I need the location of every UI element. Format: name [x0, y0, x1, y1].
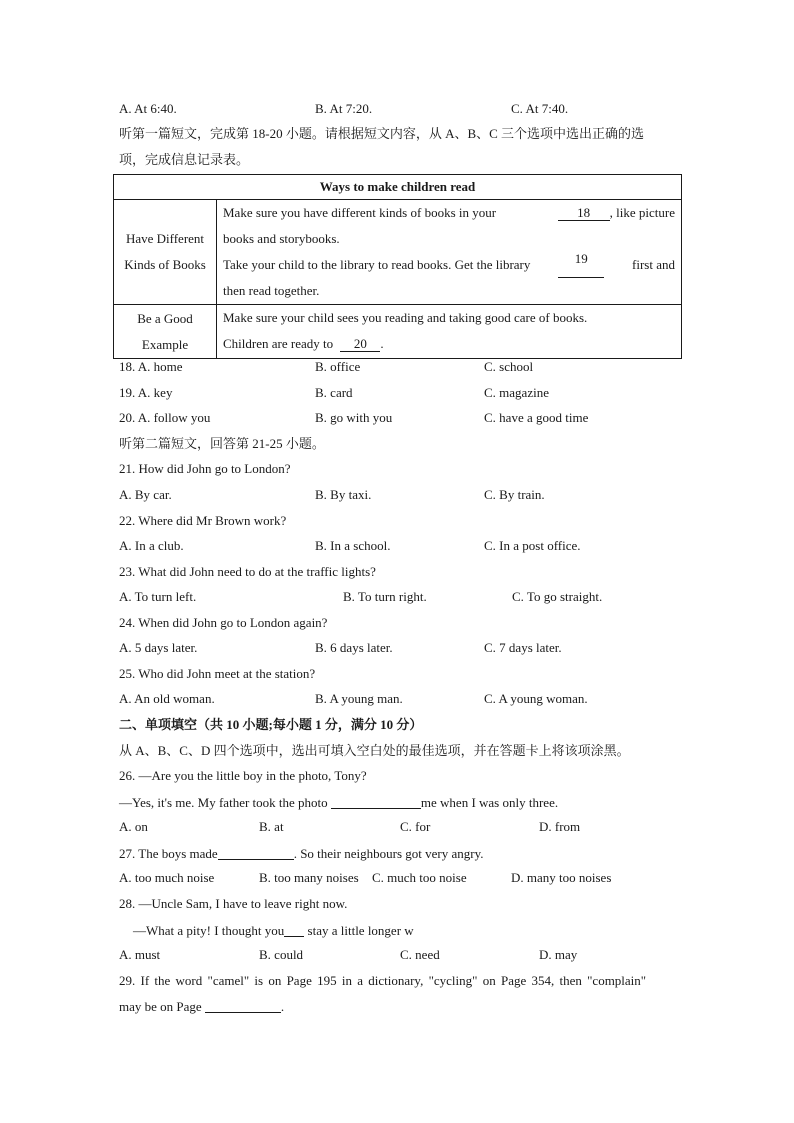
passage2-instruction: 听第二篇短文，回答第 21-25 小题。: [119, 436, 325, 451]
q27-stem: [119, 845, 483, 862]
blank-20[interactable]: 20: [340, 337, 380, 352]
q24-option-a[interactable]: A. 5 days later.: [119, 640, 198, 655]
q21-stem: 21. How did John go to London?: [119, 461, 291, 476]
row2-label-line1: Be a Good: [137, 311, 193, 326]
q27-option-c[interactable]: C. much too noise: [372, 870, 467, 885]
q27-stem-text-a: 27. The boys made: [119, 846, 218, 861]
row1-line3: [223, 252, 675, 278]
q17-option-c[interactable]: C. At 7:40.: [511, 101, 569, 116]
q28-option-a[interactable]: A. must: [119, 947, 161, 962]
q26-option-d[interactable]: D. from: [539, 819, 581, 834]
q28-stem: 28. —Uncle Sam, I have to leave right now.: [119, 896, 348, 911]
passage1-instruction-line1: 听第一篇短文，完成第 18-20 小题。请根据短文内容，从 A、B、C 三个选项中选出正确的选: [119, 126, 645, 141]
q21-option-c[interactable]: C. By train.: [484, 487, 545, 502]
q27-option-a[interactable]: A. too much noise: [119, 870, 215, 885]
row1-line4: then read together.: [223, 283, 320, 298]
q20-option-c[interactable]: C. have a good time: [484, 410, 589, 425]
row2-label: [114, 305, 217, 359]
q25-option-a[interactable]: A. An old woman.: [119, 691, 215, 706]
table-title: Ways to make children read: [114, 175, 682, 200]
q29-line2: [119, 998, 284, 1015]
q29-blank[interactable]: [205, 998, 281, 1013]
q28-option-b[interactable]: B. could: [259, 947, 304, 962]
blank-19[interactable]: 19: [558, 252, 604, 278]
q17-option-b[interactable]: B. At 7:20.: [315, 101, 373, 116]
passage1-instruction-line2: 项，完成信息记录表。: [119, 152, 250, 167]
q22-option-a[interactable]: A. In a club.: [119, 538, 184, 553]
q29-period: .: [280, 999, 285, 1014]
q22-option-c[interactable]: C. In a post office.: [484, 538, 581, 553]
row2-content: [217, 305, 682, 359]
q20-option-b[interactable]: B. go with you: [315, 410, 393, 425]
q23-option-a[interactable]: A. To turn left.: [119, 589, 197, 604]
q26-option-c[interactable]: C. for: [400, 819, 431, 834]
q28-option-d[interactable]: D. may: [539, 947, 578, 962]
row1-label-line2: Kinds of Books: [124, 257, 206, 272]
q28-blank[interactable]: [284, 922, 304, 937]
q25-option-c[interactable]: C. A young woman.: [484, 691, 588, 706]
q26-blank[interactable]: [331, 794, 421, 809]
row1-text-1b: , like picture: [609, 205, 675, 220]
row2-text-2a: Children are ready to: [223, 336, 334, 351]
q19-option-c[interactable]: C. magazine: [484, 385, 549, 400]
q18-option-a[interactable]: 18. A. home: [119, 359, 183, 374]
q27-option-d[interactable]: D. many too noises: [511, 870, 612, 885]
q23-stem: 23. What did John need to do at the traffic lights?: [119, 564, 376, 579]
row1-content: [217, 200, 682, 305]
q24-stem: 24. When did John go to London again?: [119, 615, 328, 630]
q27-option-b[interactable]: B. too many noises: [259, 870, 359, 885]
row1-text-1a: Make sure you have different kinds of books in your: [223, 205, 497, 220]
q24-option-b[interactable]: B. 6 days later.: [315, 640, 393, 655]
q18-option-c[interactable]: C. school: [484, 359, 534, 374]
q23-option-b[interactable]: B. To turn right.: [343, 589, 427, 604]
q18-option-b[interactable]: B. office: [315, 359, 361, 374]
q22-stem: 22. Where did Mr Brown work?: [119, 513, 287, 528]
q19-option-b[interactable]: B. card: [315, 385, 353, 400]
q28-line2-text-a: —What a pity! I thought you: [133, 923, 285, 938]
q22-option-b[interactable]: B. In a school.: [315, 538, 391, 553]
info-record-table: [113, 174, 682, 359]
q26-line2-text-a: —Yes, it's me. My father took the photo: [119, 795, 328, 810]
q17-option-a[interactable]: A. At 6:40.: [119, 101, 177, 116]
row2-line2: [223, 331, 675, 357]
q23-option-c[interactable]: C. To go straight.: [512, 589, 603, 604]
row1-text-3b: first and: [632, 257, 675, 272]
row2-label-line2: Example: [141, 337, 189, 352]
section2-heading: 二、单项填空（共 10 小题;每小题 1 分，满分 10 分）: [119, 717, 423, 732]
q24-option-c[interactable]: C. 7 days later.: [484, 640, 562, 655]
q28-option-c[interactable]: C. need: [400, 947, 440, 962]
q28-line2: [133, 922, 414, 939]
q21-option-b[interactable]: B. By taxi.: [315, 487, 372, 502]
blank-18[interactable]: 18: [558, 206, 610, 221]
section2-instruction: 从 A、B、C、D 四个选项中，选出可填入空白处的最佳选项，并在答题卡上将该项涂黑。: [119, 743, 630, 758]
q26-line2-text-b: me when I was only three.: [420, 795, 559, 810]
q29-line1: 29. If the word "camel" is on Page 195 in a dictionary, "cycling" on Page 354, then "complain": [119, 973, 647, 988]
row1-line2: books and storybooks.: [223, 231, 340, 246]
q27-blank[interactable]: [218, 845, 294, 860]
q25-stem: 25. Who did John meet at the station?: [119, 666, 316, 681]
row1-text-3a: Take your child to the library to read books. Get the library: [223, 257, 531, 272]
q28-line2-text-b: stay a little longer w: [307, 923, 414, 938]
q25-option-b[interactable]: B. A young man.: [315, 691, 403, 706]
q26-stem: 26. —Are you the little boy in the photo, Tony?: [119, 768, 367, 783]
q20-option-a[interactable]: 20. A. follow you: [119, 410, 211, 425]
row1-label-line1: Have Different: [125, 231, 205, 246]
row2-text-2b: .: [380, 336, 384, 351]
q19-option-a[interactable]: 19. A. key: [119, 385, 173, 400]
q29-line2-text: may be on Page: [119, 999, 202, 1014]
q21-option-a[interactable]: A. By car.: [119, 487, 172, 502]
q26-option-b[interactable]: B. at: [259, 819, 284, 834]
q26-line2: [119, 794, 558, 811]
q26-option-a[interactable]: A. on: [119, 819, 148, 834]
row1-line1: [223, 200, 675, 226]
q27-stem-text-b: . So their neighbours got very angry.: [293, 846, 484, 861]
row1-label: [114, 200, 217, 305]
row2-line1: Make sure your child sees you reading and taking good care of books.: [223, 310, 588, 325]
